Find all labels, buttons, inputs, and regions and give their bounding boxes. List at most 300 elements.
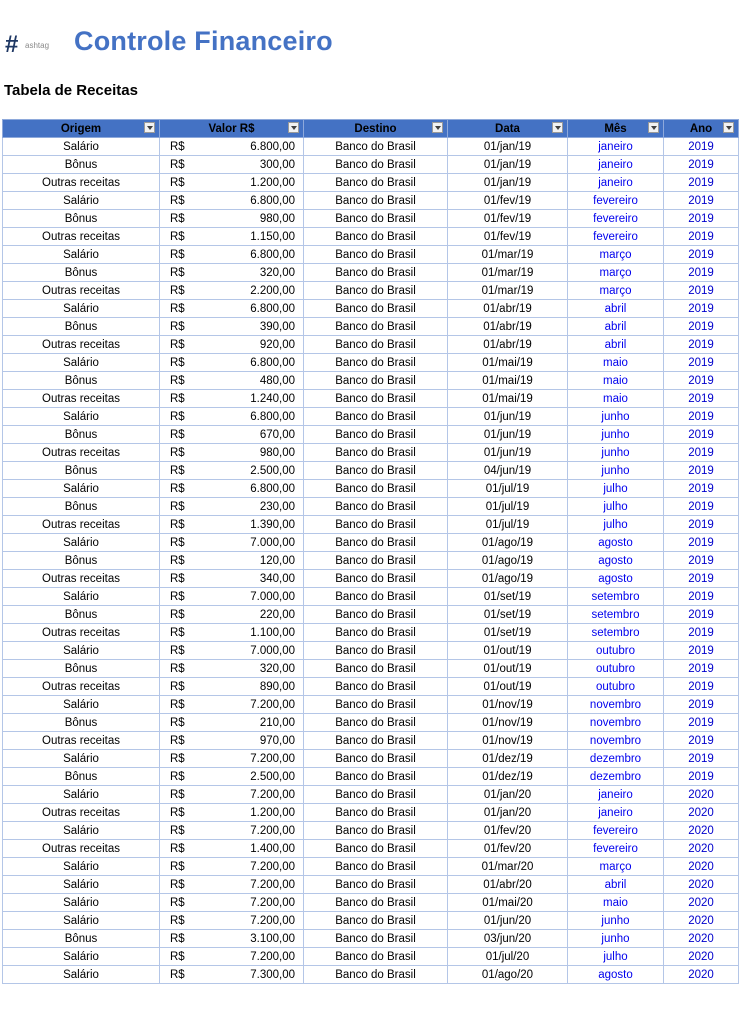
- cell-origem[interactable]: Salário: [3, 588, 160, 606]
- cell-ano[interactable]: 2019: [664, 318, 739, 336]
- cell-currency[interactable]: R$: [160, 930, 208, 948]
- cell-origem[interactable]: Bônus: [3, 930, 160, 948]
- cell-destino[interactable]: Banco do Brasil: [304, 426, 448, 444]
- cell-currency[interactable]: R$: [160, 192, 208, 210]
- cell-data[interactable]: 01/jan/19: [448, 138, 568, 156]
- cell-ano[interactable]: 2019: [664, 588, 739, 606]
- cell-destino[interactable]: Banco do Brasil: [304, 210, 448, 228]
- cell-currency[interactable]: R$: [160, 498, 208, 516]
- filter-dropdown-icon[interactable]: [648, 122, 659, 133]
- cell-data[interactable]: 01/mar/20: [448, 858, 568, 876]
- cell-mes[interactable]: maio: [568, 894, 664, 912]
- cell-currency[interactable]: R$: [160, 858, 208, 876]
- cell-data[interactable]: 01/mar/19: [448, 282, 568, 300]
- cell-data[interactable]: 01/nov/19: [448, 732, 568, 750]
- cell-ano[interactable]: 2020: [664, 786, 739, 804]
- cell-ano[interactable]: 2019: [664, 714, 739, 732]
- cell-destino[interactable]: Banco do Brasil: [304, 282, 448, 300]
- cell-valor[interactable]: 7.200,00: [208, 786, 304, 804]
- cell-currency[interactable]: R$: [160, 840, 208, 858]
- cell-valor[interactable]: 6.800,00: [208, 300, 304, 318]
- cell-ano[interactable]: 2019: [664, 534, 739, 552]
- cell-currency[interactable]: R$: [160, 282, 208, 300]
- cell-data[interactable]: 01/ago/19: [448, 534, 568, 552]
- cell-valor[interactable]: 7.200,00: [208, 822, 304, 840]
- cell-data[interactable]: 01/abr/20: [448, 876, 568, 894]
- cell-valor[interactable]: 7.000,00: [208, 588, 304, 606]
- cell-mes[interactable]: março: [568, 858, 664, 876]
- cell-valor[interactable]: 7.000,00: [208, 534, 304, 552]
- column-header-ano[interactable]: [664, 120, 739, 138]
- cell-destino[interactable]: Banco do Brasil: [304, 912, 448, 930]
- cell-valor[interactable]: 1.200,00: [208, 804, 304, 822]
- cell-ano[interactable]: 2019: [664, 768, 739, 786]
- cell-ano[interactable]: 2019: [664, 732, 739, 750]
- cell-data[interactable]: 01/ago/20: [448, 966, 568, 984]
- cell-mes[interactable]: agosto: [568, 570, 664, 588]
- cell-destino[interactable]: Banco do Brasil: [304, 804, 448, 822]
- cell-valor[interactable]: 7.200,00: [208, 858, 304, 876]
- cell-origem[interactable]: Salário: [3, 696, 160, 714]
- cell-currency[interactable]: R$: [160, 390, 208, 408]
- cell-ano[interactable]: 2019: [664, 462, 739, 480]
- cell-data[interactable]: 01/nov/19: [448, 696, 568, 714]
- cell-data[interactable]: 01/jun/20: [448, 912, 568, 930]
- cell-ano[interactable]: 2019: [664, 354, 739, 372]
- cell-data[interactable]: 01/mai/19: [448, 354, 568, 372]
- cell-mes[interactable]: abril: [568, 300, 664, 318]
- cell-ano[interactable]: 2020: [664, 948, 739, 966]
- cell-mes[interactable]: julho: [568, 948, 664, 966]
- cell-valor[interactable]: 1.100,00: [208, 624, 304, 642]
- cell-valor[interactable]: 670,00: [208, 426, 304, 444]
- cell-currency[interactable]: R$: [160, 516, 208, 534]
- cell-data[interactable]: 01/jun/19: [448, 426, 568, 444]
- cell-mes[interactable]: fevereiro: [568, 228, 664, 246]
- cell-mes[interactable]: dezembro: [568, 750, 664, 768]
- cell-valor[interactable]: 1.400,00: [208, 840, 304, 858]
- cell-valor[interactable]: 7.200,00: [208, 876, 304, 894]
- cell-origem[interactable]: Salário: [3, 408, 160, 426]
- cell-valor[interactable]: 7.200,00: [208, 912, 304, 930]
- cell-origem[interactable]: Outras receitas: [3, 390, 160, 408]
- cell-data[interactable]: 01/set/19: [448, 588, 568, 606]
- cell-data[interactable]: 01/mar/19: [448, 264, 568, 282]
- cell-mes[interactable]: janeiro: [568, 138, 664, 156]
- cell-ano[interactable]: 2019: [664, 192, 739, 210]
- cell-mes[interactable]: maio: [568, 372, 664, 390]
- cell-valor[interactable]: 2.200,00: [208, 282, 304, 300]
- cell-data[interactable]: 01/fev/19: [448, 228, 568, 246]
- cell-valor[interactable]: 7.300,00: [208, 966, 304, 984]
- cell-destino[interactable]: Banco do Brasil: [304, 948, 448, 966]
- cell-destino[interactable]: Banco do Brasil: [304, 354, 448, 372]
- cell-mes[interactable]: novembro: [568, 696, 664, 714]
- cell-currency[interactable]: R$: [160, 552, 208, 570]
- cell-valor[interactable]: 1.240,00: [208, 390, 304, 408]
- cell-data[interactable]: 01/mai/20: [448, 894, 568, 912]
- cell-origem[interactable]: Outras receitas: [3, 444, 160, 462]
- cell-mes[interactable]: outubro: [568, 642, 664, 660]
- cell-valor[interactable]: 320,00: [208, 264, 304, 282]
- cell-valor[interactable]: 2.500,00: [208, 462, 304, 480]
- cell-mes[interactable]: setembro: [568, 624, 664, 642]
- cell-destino[interactable]: Banco do Brasil: [304, 318, 448, 336]
- cell-currency[interactable]: R$: [160, 156, 208, 174]
- cell-currency[interactable]: R$: [160, 678, 208, 696]
- cell-destino[interactable]: Banco do Brasil: [304, 840, 448, 858]
- cell-data[interactable]: 01/jul/19: [448, 480, 568, 498]
- cell-data[interactable]: 01/set/19: [448, 606, 568, 624]
- cell-ano[interactable]: 2020: [664, 894, 739, 912]
- cell-origem[interactable]: Outras receitas: [3, 624, 160, 642]
- cell-ano[interactable]: 2019: [664, 228, 739, 246]
- cell-currency[interactable]: R$: [160, 624, 208, 642]
- cell-origem[interactable]: Bônus: [3, 156, 160, 174]
- cell-destino[interactable]: Banco do Brasil: [304, 768, 448, 786]
- cell-currency[interactable]: R$: [160, 174, 208, 192]
- cell-data[interactable]: 01/jan/19: [448, 156, 568, 174]
- cell-destino[interactable]: Banco do Brasil: [304, 192, 448, 210]
- cell-ano[interactable]: 2019: [664, 642, 739, 660]
- cell-destino[interactable]: Banco do Brasil: [304, 696, 448, 714]
- cell-mes[interactable]: julho: [568, 498, 664, 516]
- cell-origem[interactable]: Bônus: [3, 210, 160, 228]
- cell-origem[interactable]: Outras receitas: [3, 804, 160, 822]
- cell-ano[interactable]: 2020: [664, 804, 739, 822]
- cell-currency[interactable]: R$: [160, 912, 208, 930]
- cell-destino[interactable]: Banco do Brasil: [304, 876, 448, 894]
- cell-ano[interactable]: 2019: [664, 516, 739, 534]
- cell-mes[interactable]: janeiro: [568, 174, 664, 192]
- cell-mes[interactable]: junho: [568, 462, 664, 480]
- cell-destino[interactable]: Banco do Brasil: [304, 444, 448, 462]
- cell-currency[interactable]: R$: [160, 318, 208, 336]
- cell-ano[interactable]: 2019: [664, 678, 739, 696]
- cell-mes[interactable]: janeiro: [568, 786, 664, 804]
- cell-origem[interactable]: Outras receitas: [3, 840, 160, 858]
- cell-data[interactable]: 01/mar/19: [448, 246, 568, 264]
- cell-ano[interactable]: 2019: [664, 336, 739, 354]
- cell-origem[interactable]: Salário: [3, 750, 160, 768]
- cell-mes[interactable]: junho: [568, 444, 664, 462]
- cell-currency[interactable]: R$: [160, 588, 208, 606]
- cell-origem[interactable]: Salário: [3, 822, 160, 840]
- cell-origem[interactable]: Bônus: [3, 462, 160, 480]
- cell-valor[interactable]: 1.200,00: [208, 174, 304, 192]
- cell-ano[interactable]: 2019: [664, 282, 739, 300]
- cell-currency[interactable]: R$: [160, 534, 208, 552]
- cell-data[interactable]: 01/nov/19: [448, 714, 568, 732]
- cell-origem[interactable]: Bônus: [3, 372, 160, 390]
- cell-valor[interactable]: 300,00: [208, 156, 304, 174]
- cell-valor[interactable]: 1.150,00: [208, 228, 304, 246]
- cell-origem[interactable]: Salário: [3, 192, 160, 210]
- cell-destino[interactable]: Banco do Brasil: [304, 264, 448, 282]
- cell-destino[interactable]: Banco do Brasil: [304, 966, 448, 984]
- cell-ano[interactable]: 2019: [664, 696, 739, 714]
- cell-origem[interactable]: Salário: [3, 876, 160, 894]
- cell-currency[interactable]: R$: [160, 138, 208, 156]
- cell-destino[interactable]: Banco do Brasil: [304, 732, 448, 750]
- cell-data[interactable]: 01/abr/19: [448, 318, 568, 336]
- cell-ano[interactable]: 2019: [664, 372, 739, 390]
- cell-destino[interactable]: Banco do Brasil: [304, 606, 448, 624]
- cell-origem[interactable]: Outras receitas: [3, 228, 160, 246]
- cell-destino[interactable]: Banco do Brasil: [304, 336, 448, 354]
- cell-destino[interactable]: Banco do Brasil: [304, 930, 448, 948]
- cell-ano[interactable]: 2019: [664, 606, 739, 624]
- cell-destino[interactable]: Banco do Brasil: [304, 480, 448, 498]
- cell-destino[interactable]: Banco do Brasil: [304, 750, 448, 768]
- cell-data[interactable]: 01/jun/19: [448, 408, 568, 426]
- cell-valor[interactable]: 6.800,00: [208, 192, 304, 210]
- cell-origem[interactable]: Salário: [3, 894, 160, 912]
- cell-valor[interactable]: 7.200,00: [208, 948, 304, 966]
- cell-ano[interactable]: 2020: [664, 966, 739, 984]
- cell-mes[interactable]: março: [568, 282, 664, 300]
- cell-origem[interactable]: Bônus: [3, 264, 160, 282]
- cell-mes[interactable]: junho: [568, 408, 664, 426]
- cell-origem[interactable]: Bônus: [3, 714, 160, 732]
- cell-valor[interactable]: 920,00: [208, 336, 304, 354]
- cell-data[interactable]: 01/jul/20: [448, 948, 568, 966]
- cell-data[interactable]: 01/fev/19: [448, 192, 568, 210]
- cell-mes[interactable]: maio: [568, 390, 664, 408]
- cell-ano[interactable]: 2019: [664, 498, 739, 516]
- cell-data[interactable]: 03/jun/20: [448, 930, 568, 948]
- cell-valor[interactable]: 7.200,00: [208, 894, 304, 912]
- cell-origem[interactable]: Outras receitas: [3, 570, 160, 588]
- cell-ano[interactable]: 2020: [664, 840, 739, 858]
- cell-valor[interactable]: 1.390,00: [208, 516, 304, 534]
- cell-data[interactable]: 01/jul/19: [448, 516, 568, 534]
- cell-data[interactable]: 01/dez/19: [448, 768, 568, 786]
- cell-mes[interactable]: novembro: [568, 714, 664, 732]
- cell-origem[interactable]: Salário: [3, 786, 160, 804]
- cell-ano[interactable]: 2019: [664, 750, 739, 768]
- cell-currency[interactable]: R$: [160, 408, 208, 426]
- cell-destino[interactable]: Banco do Brasil: [304, 138, 448, 156]
- cell-currency[interactable]: R$: [160, 606, 208, 624]
- cell-origem[interactable]: Salário: [3, 948, 160, 966]
- cell-mes[interactable]: abril: [568, 318, 664, 336]
- cell-origem[interactable]: Salário: [3, 300, 160, 318]
- cell-valor[interactable]: 210,00: [208, 714, 304, 732]
- cell-valor[interactable]: 980,00: [208, 210, 304, 228]
- cell-currency[interactable]: R$: [160, 480, 208, 498]
- cell-currency[interactable]: R$: [160, 228, 208, 246]
- cell-destino[interactable]: Banco do Brasil: [304, 570, 448, 588]
- cell-origem[interactable]: Salário: [3, 966, 160, 984]
- cell-currency[interactable]: R$: [160, 714, 208, 732]
- cell-destino[interactable]: Banco do Brasil: [304, 534, 448, 552]
- cell-destino[interactable]: Banco do Brasil: [304, 624, 448, 642]
- cell-ano[interactable]: 2019: [664, 552, 739, 570]
- cell-data[interactable]: 01/abr/19: [448, 300, 568, 318]
- cell-origem[interactable]: Salário: [3, 246, 160, 264]
- cell-data[interactable]: 01/set/19: [448, 624, 568, 642]
- cell-destino[interactable]: Banco do Brasil: [304, 462, 448, 480]
- cell-data[interactable]: 01/fev/20: [448, 840, 568, 858]
- cell-destino[interactable]: Banco do Brasil: [304, 678, 448, 696]
- cell-origem[interactable]: Bônus: [3, 498, 160, 516]
- cell-valor[interactable]: 7.200,00: [208, 696, 304, 714]
- cell-mes[interactable]: março: [568, 246, 664, 264]
- cell-mes[interactable]: agosto: [568, 966, 664, 984]
- cell-destino[interactable]: Banco do Brasil: [304, 786, 448, 804]
- cell-currency[interactable]: R$: [160, 246, 208, 264]
- cell-ano[interactable]: 2020: [664, 858, 739, 876]
- cell-data[interactable]: 01/fev/20: [448, 822, 568, 840]
- cell-mes[interactable]: abril: [568, 336, 664, 354]
- cell-currency[interactable]: R$: [160, 444, 208, 462]
- cell-valor[interactable]: 220,00: [208, 606, 304, 624]
- cell-destino[interactable]: Banco do Brasil: [304, 714, 448, 732]
- cell-origem[interactable]: Outras receitas: [3, 174, 160, 192]
- cell-ano[interactable]: 2019: [664, 300, 739, 318]
- cell-currency[interactable]: R$: [160, 426, 208, 444]
- cell-data[interactable]: 01/jun/19: [448, 444, 568, 462]
- cell-mes[interactable]: junho: [568, 426, 664, 444]
- cell-ano[interactable]: 2019: [664, 174, 739, 192]
- cell-valor[interactable]: 120,00: [208, 552, 304, 570]
- cell-valor[interactable]: 980,00: [208, 444, 304, 462]
- cell-data[interactable]: 01/jan/19: [448, 174, 568, 192]
- cell-destino[interactable]: Banco do Brasil: [304, 894, 448, 912]
- cell-currency[interactable]: R$: [160, 768, 208, 786]
- cell-currency[interactable]: R$: [160, 354, 208, 372]
- cell-ano[interactable]: 2019: [664, 426, 739, 444]
- cell-ano[interactable]: 2019: [664, 264, 739, 282]
- cell-origem[interactable]: Salário: [3, 642, 160, 660]
- cell-currency[interactable]: R$: [160, 948, 208, 966]
- cell-valor[interactable]: 3.100,00: [208, 930, 304, 948]
- column-header-data[interactable]: [448, 120, 568, 138]
- cell-valor[interactable]: 970,00: [208, 732, 304, 750]
- cell-data[interactable]: 01/mai/19: [448, 372, 568, 390]
- cell-origem[interactable]: Bônus: [3, 552, 160, 570]
- cell-mes[interactable]: fevereiro: [568, 192, 664, 210]
- cell-origem[interactable]: Bônus: [3, 768, 160, 786]
- cell-ano[interactable]: 2019: [664, 408, 739, 426]
- cell-currency[interactable]: R$: [160, 372, 208, 390]
- cell-data[interactable]: 01/mai/19: [448, 390, 568, 408]
- cell-destino[interactable]: Banco do Brasil: [304, 642, 448, 660]
- cell-origem[interactable]: Bônus: [3, 606, 160, 624]
- cell-origem[interactable]: Salário: [3, 354, 160, 372]
- cell-mes[interactable]: março: [568, 264, 664, 282]
- cell-currency[interactable]: R$: [160, 732, 208, 750]
- cell-valor[interactable]: 390,00: [208, 318, 304, 336]
- cell-data[interactable]: 01/jan/20: [448, 786, 568, 804]
- cell-valor[interactable]: 480,00: [208, 372, 304, 390]
- filter-dropdown-icon[interactable]: [723, 122, 734, 133]
- filter-dropdown-icon[interactable]: [432, 122, 443, 133]
- cell-ano[interactable]: 2019: [664, 660, 739, 678]
- cell-destino[interactable]: Banco do Brasil: [304, 660, 448, 678]
- cell-data[interactable]: 01/abr/19: [448, 336, 568, 354]
- cell-mes[interactable]: junho: [568, 912, 664, 930]
- cell-ano[interactable]: 2020: [664, 822, 739, 840]
- cell-valor[interactable]: 2.500,00: [208, 768, 304, 786]
- cell-ano[interactable]: 2020: [664, 912, 739, 930]
- cell-currency[interactable]: R$: [160, 786, 208, 804]
- cell-ano[interactable]: 2019: [664, 480, 739, 498]
- column-header-destino[interactable]: [304, 120, 448, 138]
- filter-dropdown-icon[interactable]: [552, 122, 563, 133]
- cell-ano[interactable]: 2020: [664, 876, 739, 894]
- filter-dropdown-icon[interactable]: [288, 122, 299, 133]
- cell-mes[interactable]: novembro: [568, 732, 664, 750]
- cell-valor[interactable]: 6.800,00: [208, 480, 304, 498]
- cell-valor[interactable]: 340,00: [208, 570, 304, 588]
- cell-destino[interactable]: Banco do Brasil: [304, 858, 448, 876]
- cell-origem[interactable]: Salário: [3, 138, 160, 156]
- cell-destino[interactable]: Banco do Brasil: [304, 156, 448, 174]
- cell-ano[interactable]: 2019: [664, 390, 739, 408]
- cell-data[interactable]: 01/jul/19: [448, 498, 568, 516]
- cell-origem[interactable]: Bônus: [3, 660, 160, 678]
- cell-currency[interactable]: R$: [160, 660, 208, 678]
- cell-mes[interactable]: fevereiro: [568, 840, 664, 858]
- cell-origem[interactable]: Outras receitas: [3, 678, 160, 696]
- cell-currency[interactable]: R$: [160, 894, 208, 912]
- cell-currency[interactable]: R$: [160, 696, 208, 714]
- cell-currency[interactable]: R$: [160, 300, 208, 318]
- cell-origem[interactable]: Bônus: [3, 426, 160, 444]
- cell-destino[interactable]: Banco do Brasil: [304, 498, 448, 516]
- cell-destino[interactable]: Banco do Brasil: [304, 228, 448, 246]
- cell-mes[interactable]: janeiro: [568, 156, 664, 174]
- cell-destino[interactable]: Banco do Brasil: [304, 822, 448, 840]
- cell-destino[interactable]: Banco do Brasil: [304, 552, 448, 570]
- cell-destino[interactable]: Banco do Brasil: [304, 174, 448, 192]
- cell-data[interactable]: 01/ago/19: [448, 570, 568, 588]
- cell-origem[interactable]: Outras receitas: [3, 732, 160, 750]
- cell-mes[interactable]: setembro: [568, 588, 664, 606]
- cell-ano[interactable]: 2019: [664, 246, 739, 264]
- cell-mes[interactable]: julho: [568, 516, 664, 534]
- cell-origem[interactable]: Salário: [3, 858, 160, 876]
- cell-currency[interactable]: R$: [160, 570, 208, 588]
- cell-destino[interactable]: Banco do Brasil: [304, 372, 448, 390]
- cell-mes[interactable]: agosto: [568, 552, 664, 570]
- cell-currency[interactable]: R$: [160, 750, 208, 768]
- cell-mes[interactable]: junho: [568, 930, 664, 948]
- cell-data[interactable]: 01/out/19: [448, 660, 568, 678]
- cell-valor[interactable]: 230,00: [208, 498, 304, 516]
- cell-valor[interactable]: 6.800,00: [208, 354, 304, 372]
- cell-data[interactable]: 01/dez/19: [448, 750, 568, 768]
- cell-destino[interactable]: Banco do Brasil: [304, 588, 448, 606]
- cell-mes[interactable]: julho: [568, 480, 664, 498]
- cell-valor[interactable]: 7.200,00: [208, 750, 304, 768]
- cell-valor[interactable]: 6.800,00: [208, 408, 304, 426]
- filter-dropdown-icon[interactable]: [144, 122, 155, 133]
- cell-origem[interactable]: Salário: [3, 912, 160, 930]
- cell-origem[interactable]: Salário: [3, 534, 160, 552]
- cell-currency[interactable]: R$: [160, 876, 208, 894]
- cell-mes[interactable]: dezembro: [568, 768, 664, 786]
- cell-destino[interactable]: Banco do Brasil: [304, 516, 448, 534]
- cell-data[interactable]: 01/ago/19: [448, 552, 568, 570]
- cell-mes[interactable]: abril: [568, 876, 664, 894]
- cell-valor[interactable]: 320,00: [208, 660, 304, 678]
- cell-origem[interactable]: Bônus: [3, 318, 160, 336]
- cell-valor[interactable]: 6.800,00: [208, 138, 304, 156]
- cell-origem[interactable]: Salário: [3, 480, 160, 498]
